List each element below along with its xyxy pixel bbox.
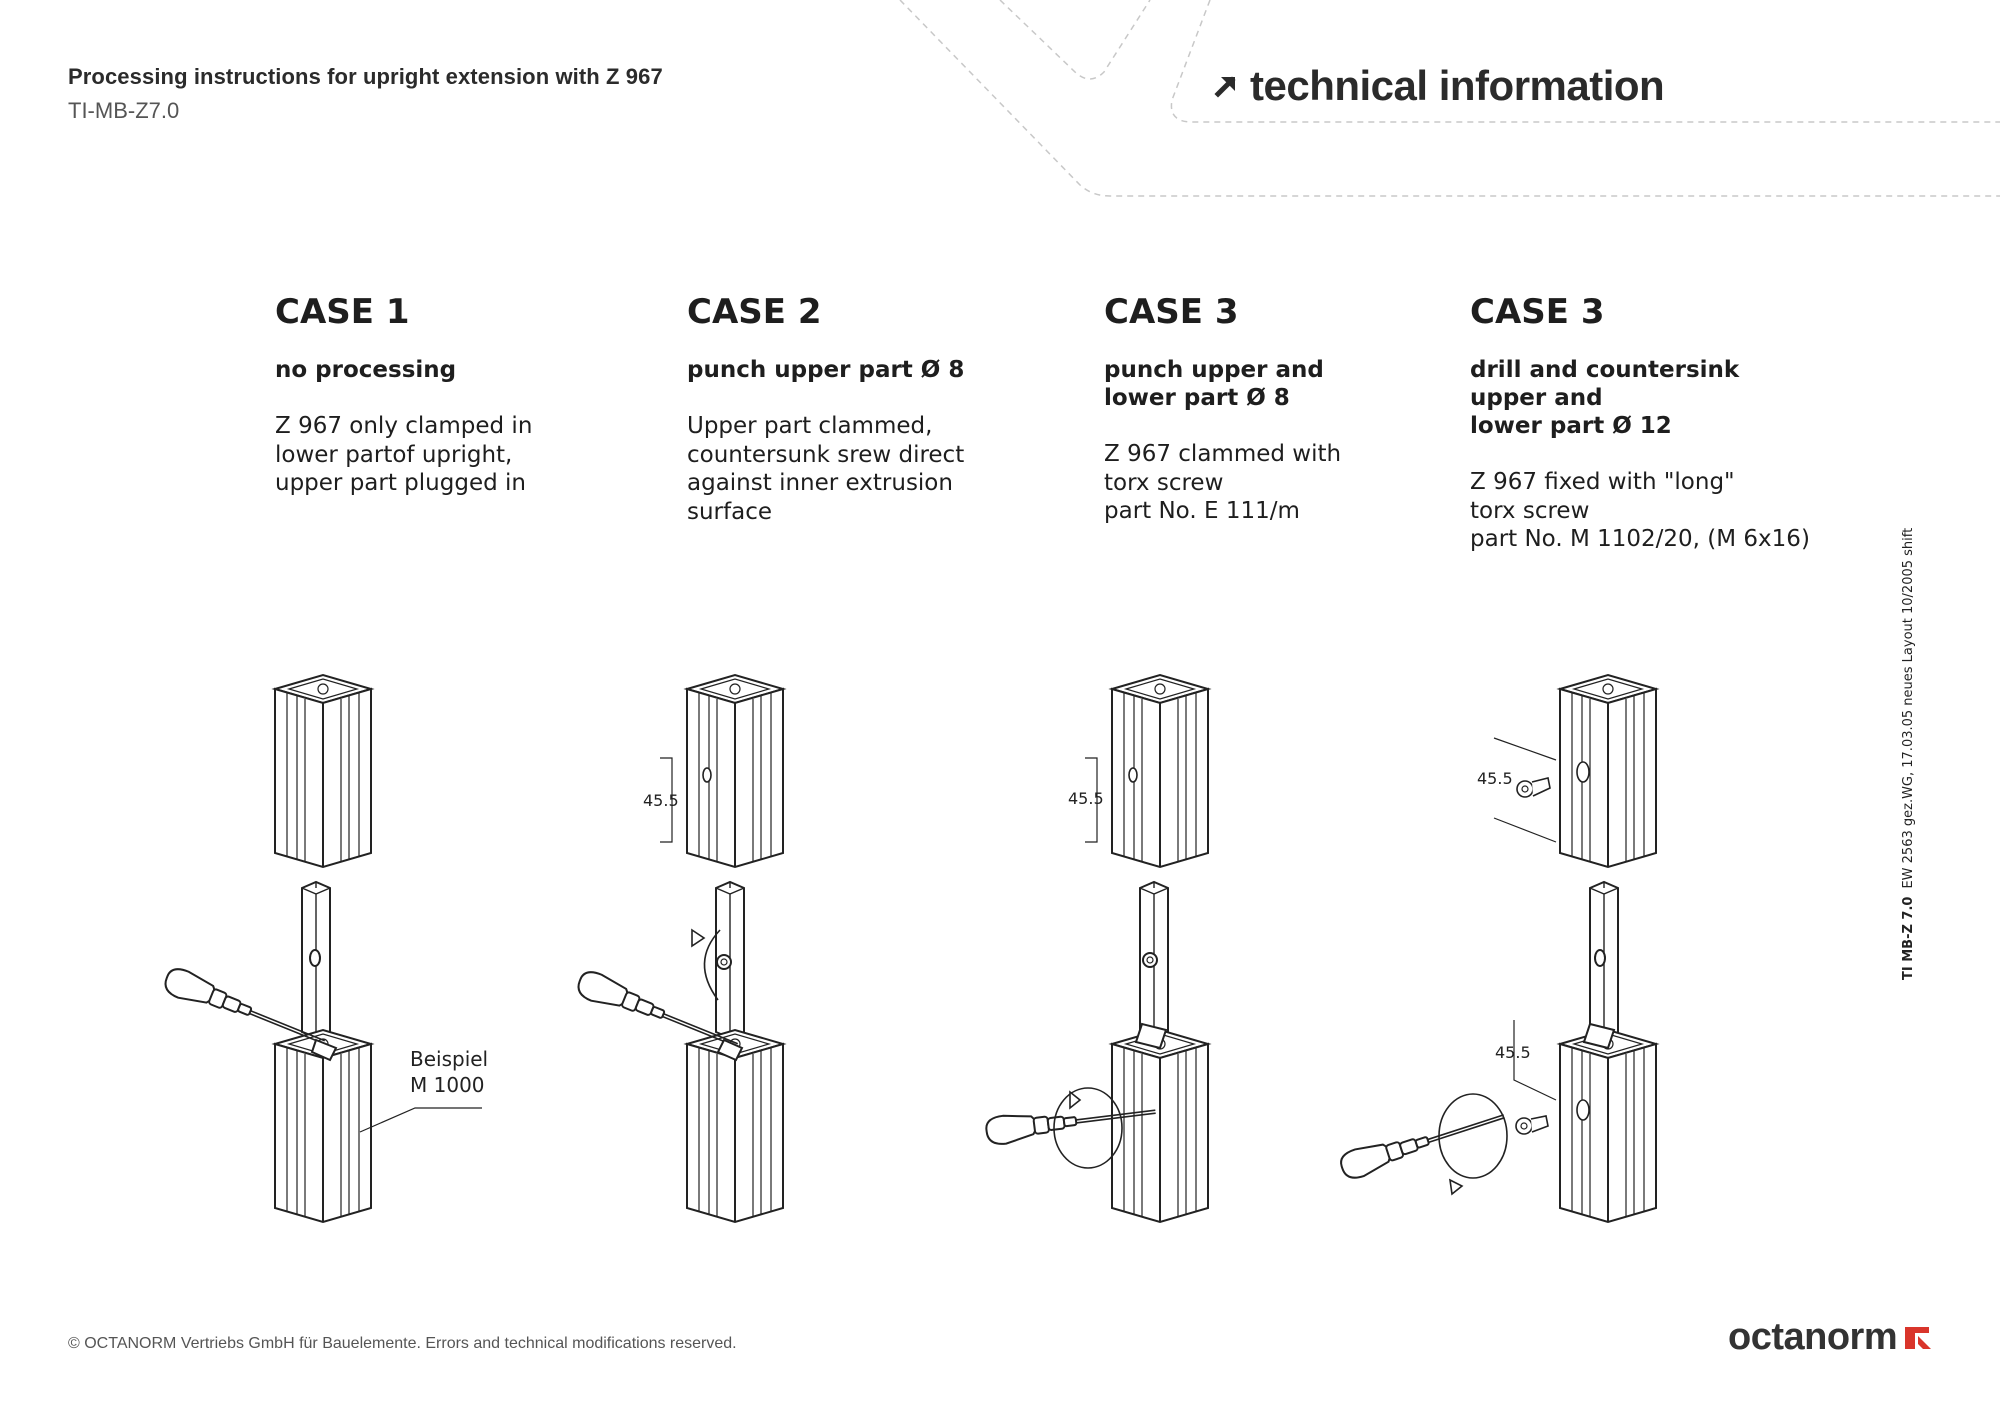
case-description: Z 967 only clamped in lower partof upright, upper part plugged in [275,413,533,496]
section-label: technical information [1250,62,1665,109]
case-heading: CASE 3 [1470,292,1605,332]
dimension-label: 45.5 [1495,1043,1531,1062]
case-description: Upper part clammed, countersunk srew direct against inner extrusion surface [687,413,965,525]
case-subtitle: drill and countersink upper and lower part Ø 12 [1470,357,1740,439]
octanorm-mark-icon [1903,1325,1935,1351]
dimension-label: 45.5 [643,791,679,810]
document-title: Processing instructions for upright extension with Z 967 [68,64,663,89]
case-subtitle: punch upper and lower part Ø 8 [1104,357,1324,411]
example-part-label: M 1000 [410,1073,485,1097]
dimension-label: 45.5 [1477,769,1513,788]
document-code: TI-MB-Z7.0 [68,98,180,123]
case-heading: CASE 3 [1104,292,1239,332]
case-heading: CASE 2 [687,292,822,332]
dimension-label: 45.5 [1068,789,1104,808]
logo-text: octanorm [1728,1316,1898,1358]
case4-drawing [1338,675,1656,1222]
octanorm-logo [1728,1316,1935,1359]
case-description: Z 967 clammed with torx screw part No. E 111/m [1104,441,1342,524]
copyright-notice: © OCTANORM Vertriebs GmbH für Bauelemente. Errors and technical modifications reserved. [68,1335,737,1352]
revision-note [1901,528,1916,980]
case-subtitle: no processing [275,357,457,383]
case1-drawing [162,675,489,1222]
case2-drawing [575,675,783,1222]
case3-drawing [985,675,1208,1222]
revision-text: EW 2563 gez.WG, 17.03.05 neues Layout 10/2005 shift [1901,527,1916,889]
example-label: Beispiel [410,1047,489,1071]
revision-code: TI MB-Z 7.0 [1901,896,1916,980]
case-subtitle: punch upper part Ø 8 [687,357,965,383]
case-heading: CASE 1 [275,292,410,332]
case-description: Z 967 fixed with "long" torx screw part No. M 1102/20, (M 6x16) [1470,469,1810,552]
